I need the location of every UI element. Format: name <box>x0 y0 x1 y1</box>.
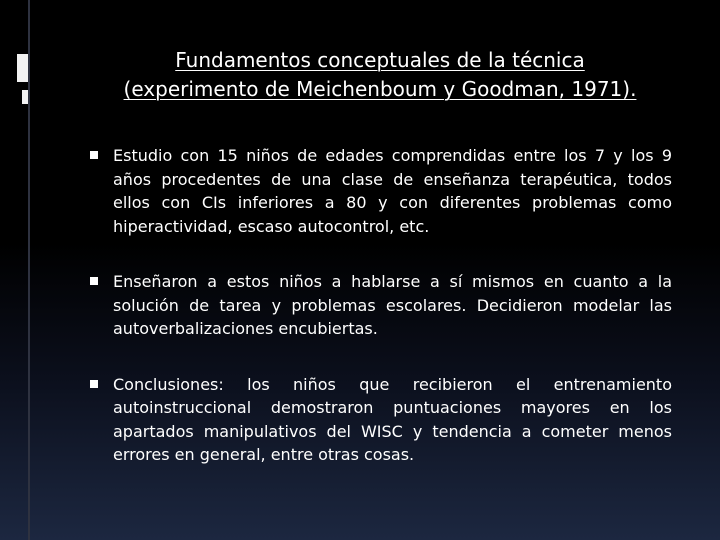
bullet-square-icon <box>90 277 98 285</box>
bullet-item <box>88 144 672 238</box>
accent-block-large <box>17 54 28 82</box>
bullet-text: Conclusiones: los niños que recibieron el entrenamiento autoinstruccional demostraron puntuaciones mayores en los apartados manipulativos del WISC y tendencia a cometer menos errores en general, entre otras cosas. <box>113 374 672 464</box>
title-line-2: (experimento de Meichenboum y Goodman, 1971). <box>123 77 637 101</box>
bullet-item <box>88 373 672 467</box>
accent-block-small <box>22 90 28 104</box>
bullet-item <box>88 270 672 341</box>
bullet-list <box>88 144 672 499</box>
bullet-square-icon <box>90 151 98 159</box>
slide-title <box>40 46 720 104</box>
bullet-text: Enseñaron a estos niños a hablarse a sí mismos en cuanto a la solución de tarea y problemas escolares. Decidieron modelar las autoverbalizaciones encubiertas. <box>113 272 672 338</box>
left-accent-line <box>28 0 30 540</box>
bullet-square-icon <box>90 380 98 388</box>
title-line-1: Fundamentos conceptuales de la técnica <box>175 48 585 72</box>
bullet-text: Estudio con 15 niños de edades comprendidas entre los 7 y los 9 años procedentes de una clase de enseñanza terapéutica, todos ellos con CIs inferiores a 80 y con diferentes problemas como hiperactividad, escaso autocontrol, etc. <box>113 146 672 236</box>
